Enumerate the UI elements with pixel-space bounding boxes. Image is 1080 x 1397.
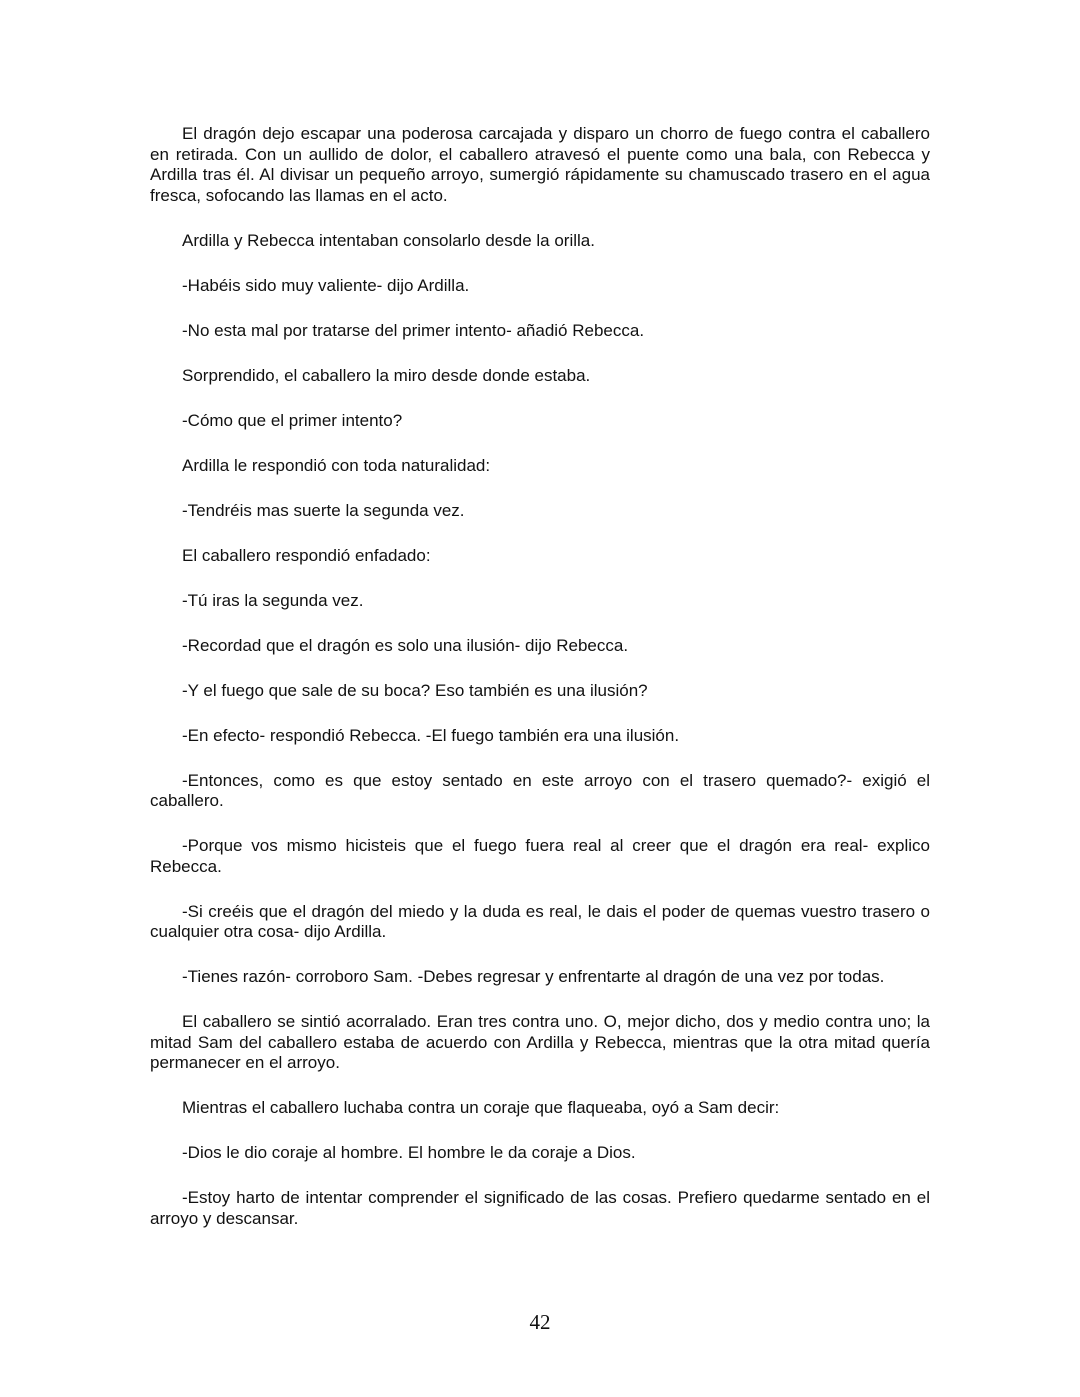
paragraph: El caballero respondió enfadado: <box>182 545 431 565</box>
page-number: 42 <box>529 1310 551 1334</box>
paragraph: Ardilla y Rebecca intentaban consolarlo desde la orilla. <box>182 230 595 250</box>
paragraph: Mientras el caballero luchaba contra un coraje que flaqueaba, oyó a Sam decir: <box>182 1098 780 1117</box>
paragraph: -Dios le dio coraje al hombre. El hombre le da coraje a Dios. <box>182 1143 636 1162</box>
body-text <box>150 124 930 1254</box>
paragraph: El caballero se sintió acorralado. Eran tres contra uno. O, mejor dicho, dos y medio contra uno; la mitad Sam del caballero estaba de acuerdo con Ardilla y Rebecca, mientras que la otra mitad quería permanecer en el arroyo. <box>150 1012 930 1072</box>
paragraph: El dragón dejo escapar una poderosa carcajada y disparo un chorro de fuego contra el caballero en retirada. Con un aullido de dolor, el caballero atravesó el puente como una bala, con Rebecca y Ardilla tras él. Al divisar un pequeño arroyo, sumergió rápidamente su chamuscado trasero en el agua fresca, sofocando las llamas en el acto. <box>150 124 930 205</box>
paragraph: -Porque vos mismo hicisteis que el fuego fuera real al creer que el dragón era real- explico Rebecca. <box>150 836 930 876</box>
paragraph: -Tienes razón- corroboro Sam. -Debes regresar y enfrentarte al dragón de una vez por todas. <box>182 967 885 986</box>
paragraph: -Estoy harto de intentar comprender el significado de las cosas. Prefiero quedarme sentado en el arroyo y descansar. <box>150 1188 930 1228</box>
paragraph: -En efecto- respondió Rebecca. -El fuego también era una ilusión. <box>182 725 680 745</box>
paragraph: Ardilla le respondió con toda naturalidad: <box>182 455 491 475</box>
paragraph: -No esta mal por tratarse del primer intento- añadió Rebecca. <box>182 320 645 340</box>
paragraph: -Recordad que el dragón es solo una ilusión- dijo Rebecca. <box>182 635 629 655</box>
paragraph: -Y el fuego que sale de su boca? Eso también es una ilusión? <box>182 680 648 700</box>
paragraph: -Habéis sido muy valiente- dijo Ardilla. <box>182 275 470 295</box>
paragraph: -Cómo que el primer intento? <box>182 410 403 430</box>
paragraph: -Tendréis mas suerte la segunda vez. <box>182 500 465 520</box>
paragraph: -Si creéis que el dragón del miedo y la duda es real, le dais el poder de quemas vuestro trasero o cualquier otra cosa- dijo Ardilla. <box>150 901 930 941</box>
paragraph: -Tú iras la segunda vez. <box>182 590 364 610</box>
paragraph: -Entonces, como es que estoy sentado en este arroyo con el trasero quemado?- exigió el caballero. <box>150 770 930 810</box>
paragraph: Sorprendido, el caballero la miro desde donde estaba. <box>182 365 591 385</box>
